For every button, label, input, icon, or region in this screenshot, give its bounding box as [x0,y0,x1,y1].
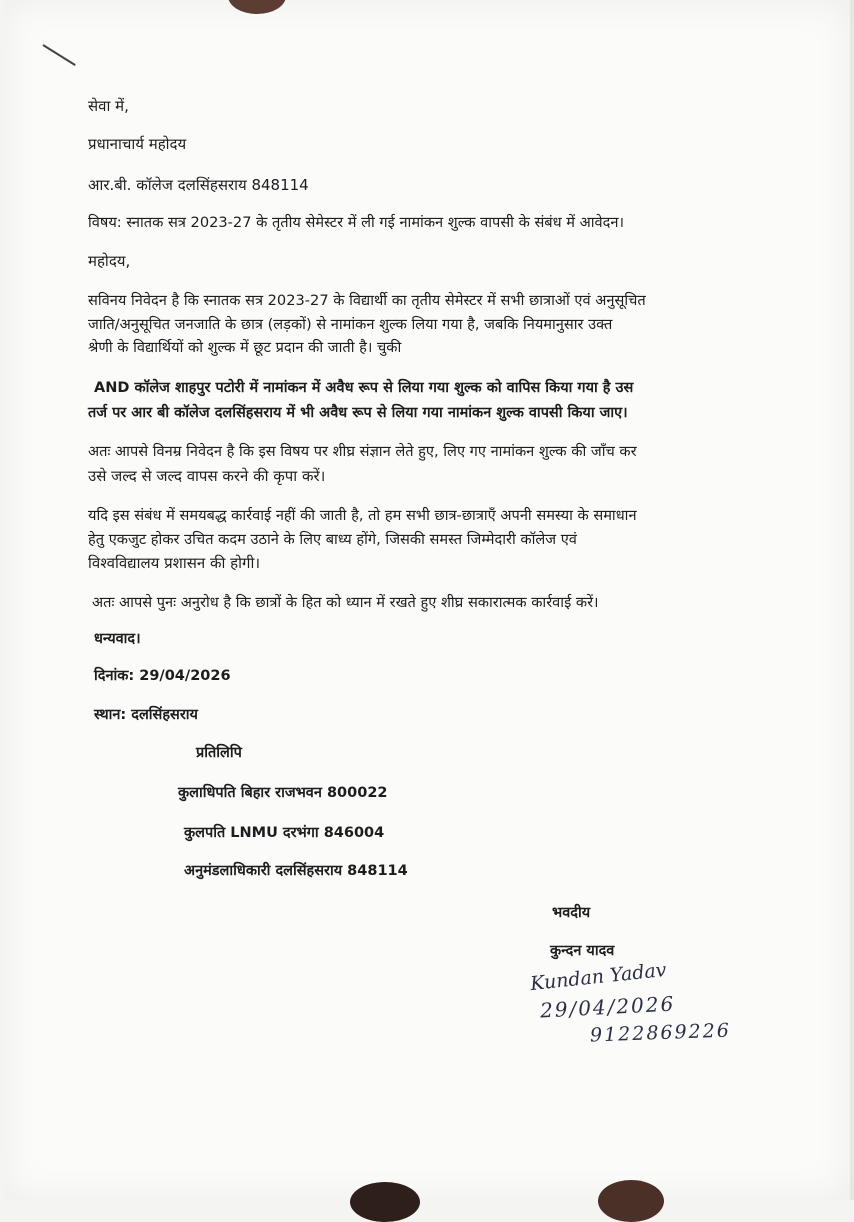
para4-line2: हेतु एकजुट होकर उचित कदम उठाने के लिए बाध्य होंगे, जिसकी समस्त जिम्मेदारी कॉलेज एवं [88,531,577,548]
subject-line: विषय: स्नातक सत्र 2023-27 के तृतीय सेमेस्टर में ली गई नामांकन शुल्क वापसी के संबंध में आवेदन। [88,214,625,231]
signature-date: 29/04/2026 [539,991,676,1023]
copy-item-2: कुलपति LNMU दरभंगा 846004 [184,825,385,841]
para4-line1: यदि इस संबंध में समयबद्ध कार्रवाई नहीं की जाती है, तो हम सभी छात्र-छात्राएँ अपनी समस्या के समाधान [88,507,637,524]
para2-line2: तर्ज पर आर बी कॉलेज दलसिंहसराय में भी अवैध रूप से लिया गया नामांकन शुल्क वापसी किया जाए। [88,405,628,421]
para2-line1: AND कॉलेज शाहपुर पटोरी में नामांकन में अवैध रूप से लिया गया शुल्क को वापिस किया गया है उस [94,380,634,396]
copy-item-3: अनुमंडलाधिकारी दलसिंहसराय 848114 [184,863,408,879]
thanks: धन्यवाद। [94,631,141,647]
para3-line1: अतः आपसे विनम्र निवेदन है कि इस विषय पर शीघ्र संज्ञान लेते हुए, लिए गए नामांकन शुल्क की जाँच कर [88,443,637,460]
salutation-to: सेवा में, [88,97,129,115]
para1-line2: जाति/अनुसूचित जनजाति के छात्र (लड़कों) से नामांकन शुल्क लिया गया है, जबकि नियमानुसार उक्त [88,316,613,333]
para1-line3: श्रेणी के विद्यार्थियों को शुल्क में छूट प्रदान की जाती है। चुकी [88,339,402,356]
para3-line2: उसे जल्द से जल्द वापस करने की कृपा करें। [88,467,326,485]
para5: अतः आपसे पुनः अनुरोध है कि छात्रों के हित को ध्यान में रखते हुए शीघ्र सकारात्मक कार्रवाई करें। [92,594,599,611]
signature-name: Kundan Yadav [529,958,668,996]
closing: भवदीय [552,905,591,921]
para1-line1: सविनय निवेदन है कि स्नातक सत्र 2023-27 के विद्यार्थी का तृतीय सेमेस्टर में सभी छात्राओं एवं अनुसूचित [88,292,646,309]
finger-bottom-left [350,1182,420,1222]
date-line: दिनांक: 29/04/2026 [94,668,231,684]
recipient-title: प्रधानाचार्य महोदय [88,135,187,153]
page-edge [850,0,854,1200]
recipient-address: आर.बी. कॉलेज दलसिंहसराय 848114 [88,176,309,194]
sender-name: कुन्दन यादव [550,943,615,959]
greeting: महोदय, [88,252,131,270]
finger-bottom-right [598,1180,664,1222]
copy-item-1: कुलाधिपति बिहार राजभवन 800022 [178,785,388,801]
copy-heading: प्रतिलिपि [196,745,242,761]
para4-line3: विश्वविद्यालय प्रशासन की होगी। [88,554,261,572]
place-line: स्थान: दलसिंहसराय [94,707,198,723]
signature-phone: 9122869226 [589,1019,732,1047]
